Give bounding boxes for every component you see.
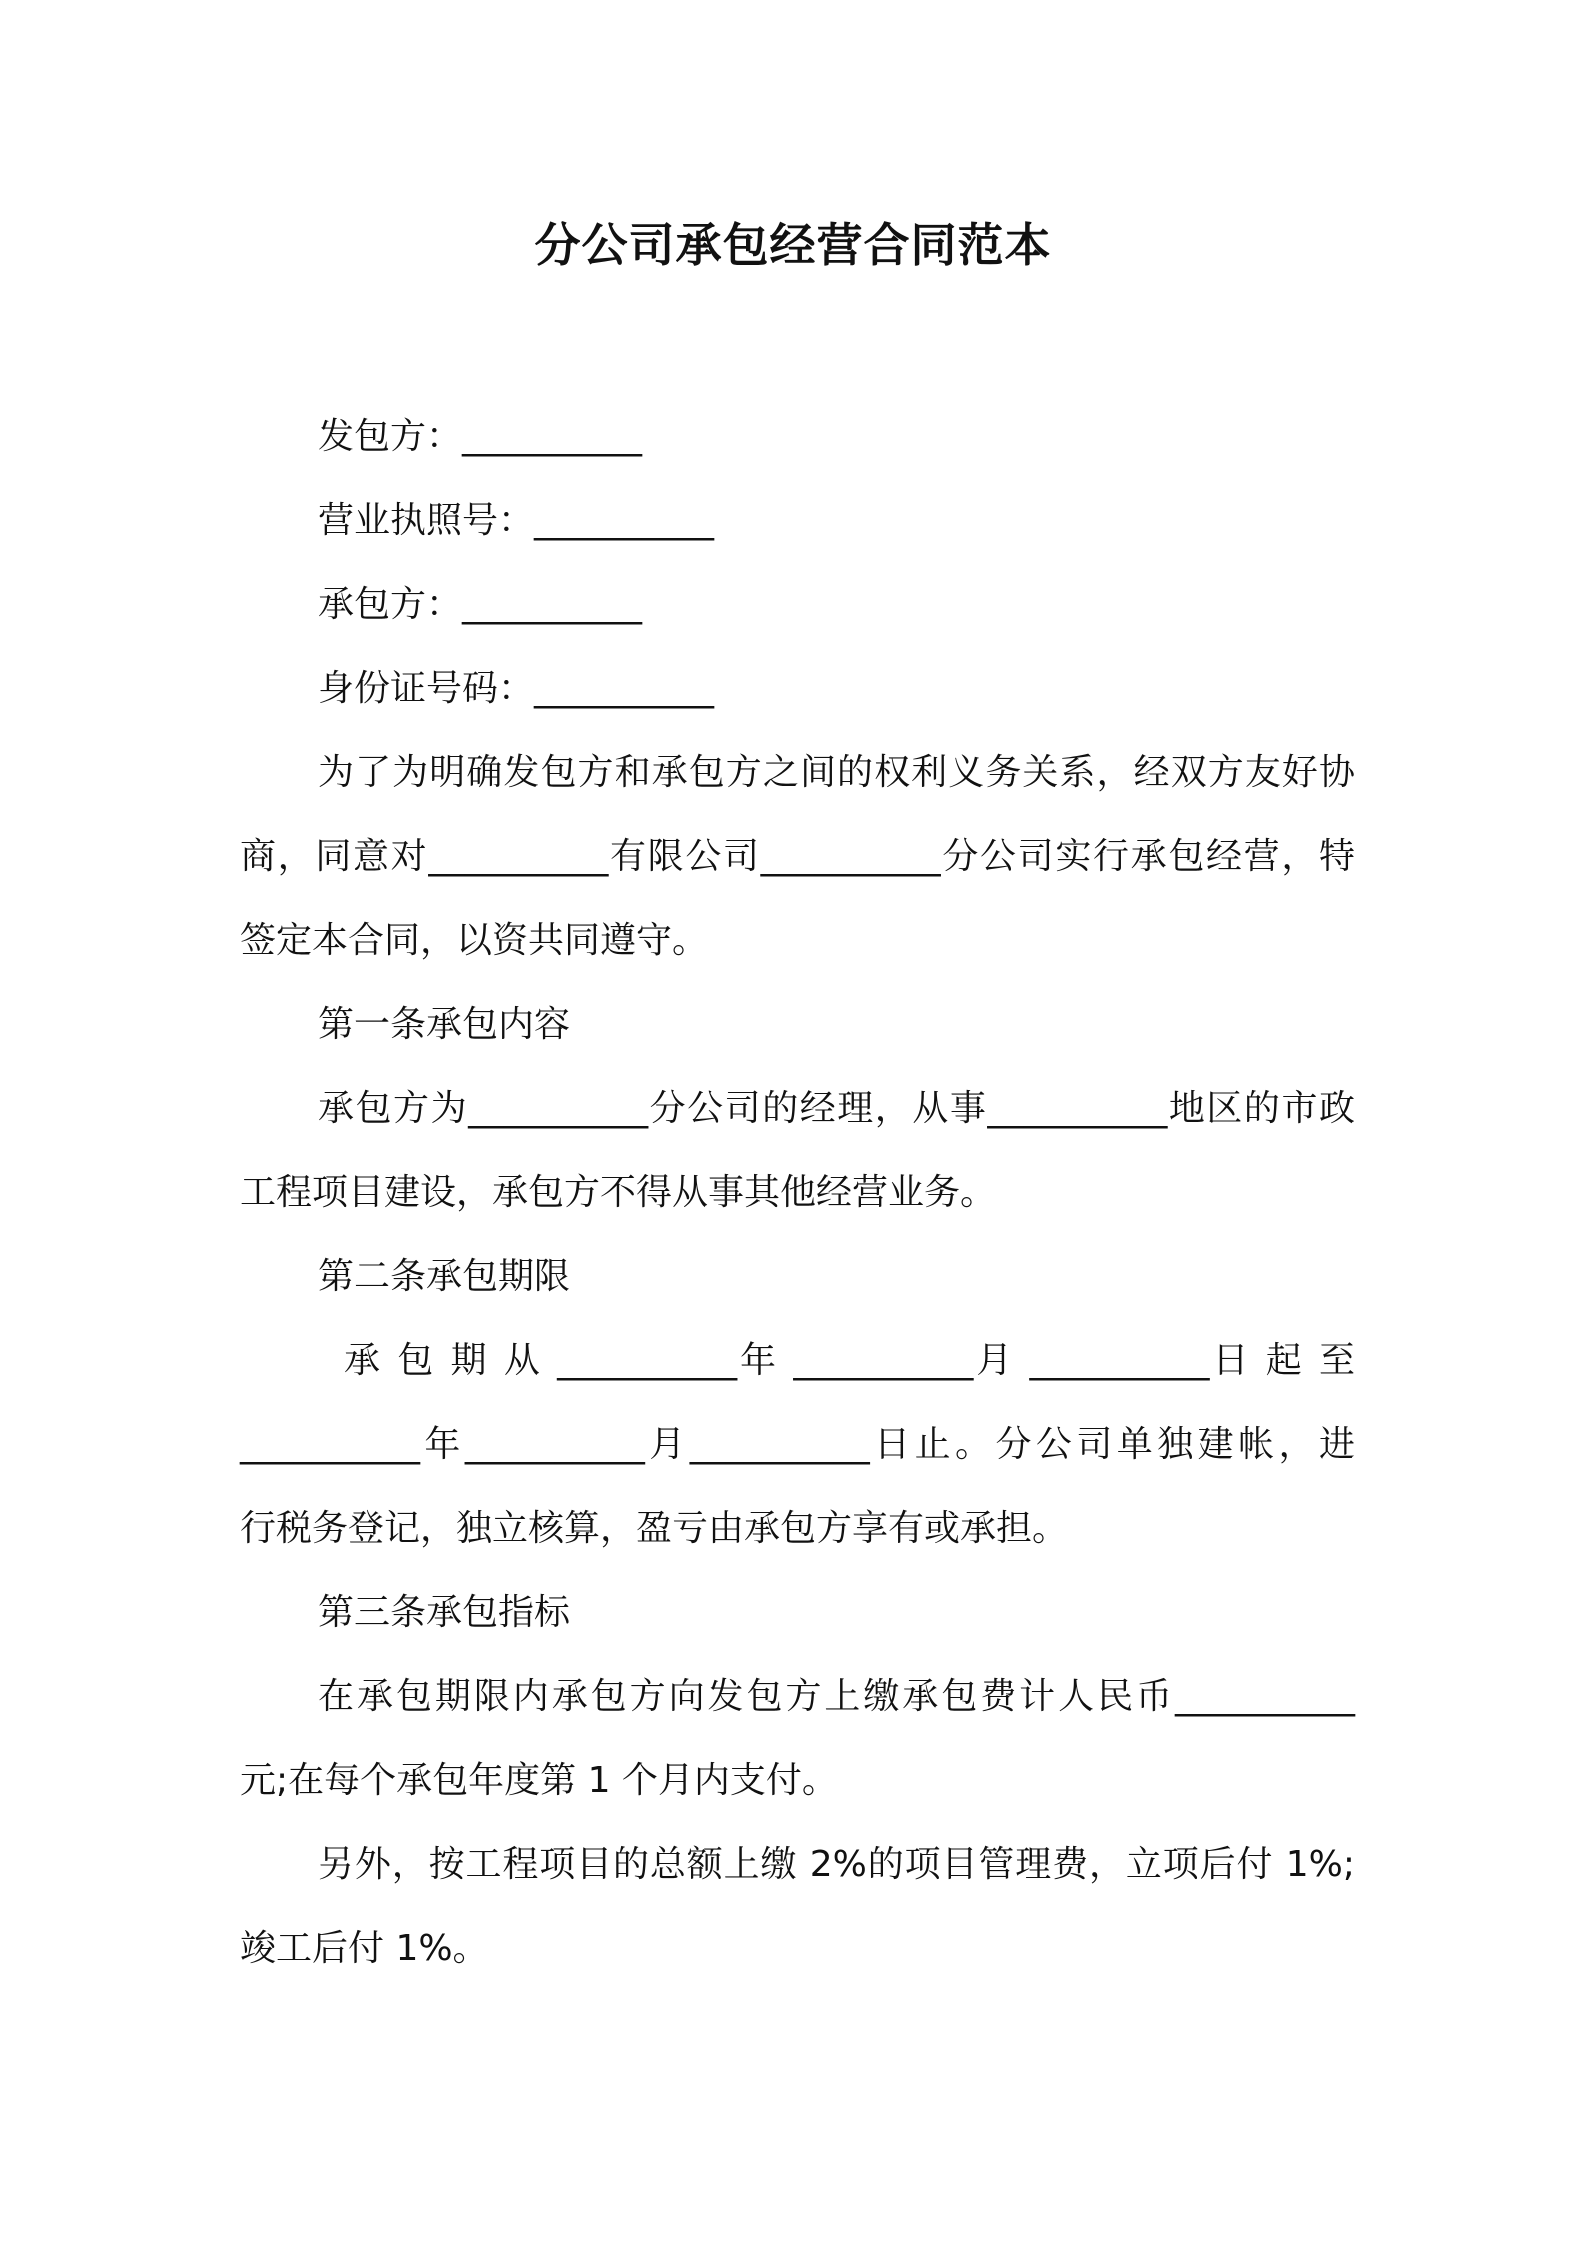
article-2-heading: 第二条承包期限 [318, 1256, 571, 1297]
party-a-line: 发包方：__________ [318, 416, 643, 457]
article-1-line-1: 承包方为__________分公司的经理，从事__________地区的市政 [318, 1088, 1355, 1129]
article-2-line-3: 行税务登记，独立核算，盈亏由承包方享有或承担。 [240, 1508, 1069, 1549]
article-3-line-1: 在承包期限内承包方向发包方上缴承包费计人民币__________ [318, 1676, 1355, 1717]
article-3-heading: 第三条承包指标 [318, 1592, 571, 1633]
article-2-line-1: 承 包 期 从 __________年 __________月 __________日 起 至 [344, 1340, 1356, 1381]
preamble-line-3: 签定本合同，以资共同遵守。 [240, 920, 709, 961]
article-3-line-2: 元;在每个承包年度第 1 个月内支付。 [240, 1760, 838, 1801]
article-3-line-4: 竣工后付 1%。 [240, 1928, 489, 1969]
id-number-line: 身份证号码：__________ [318, 668, 715, 709]
preamble-line-1: 为了为明确发包方和承包方之间的权利义务关系，经双方友好协 [318, 752, 1355, 793]
article-2-line-2: __________年__________月__________日止。分公司单独建帐，进 [240, 1424, 1355, 1465]
business-license-line: 营业执照号：__________ [318, 500, 715, 541]
party-b-line: 承包方：__________ [318, 584, 643, 625]
document-title: 分公司承包经营合同范本 [534, 218, 1052, 272]
article-1-heading: 第一条承包内容 [318, 1004, 571, 1045]
article-1-line-2: 工程项目建设，承包方不得从事其他经营业务。 [240, 1172, 997, 1213]
article-3-line-3: 另外，按工程项目的总额上缴 2%的项目管理费，立项后付 1%; [318, 1844, 1355, 1885]
preamble-line-2: 商，同意对__________有限公司__________分公司实行承包经营，特 [240, 836, 1355, 877]
